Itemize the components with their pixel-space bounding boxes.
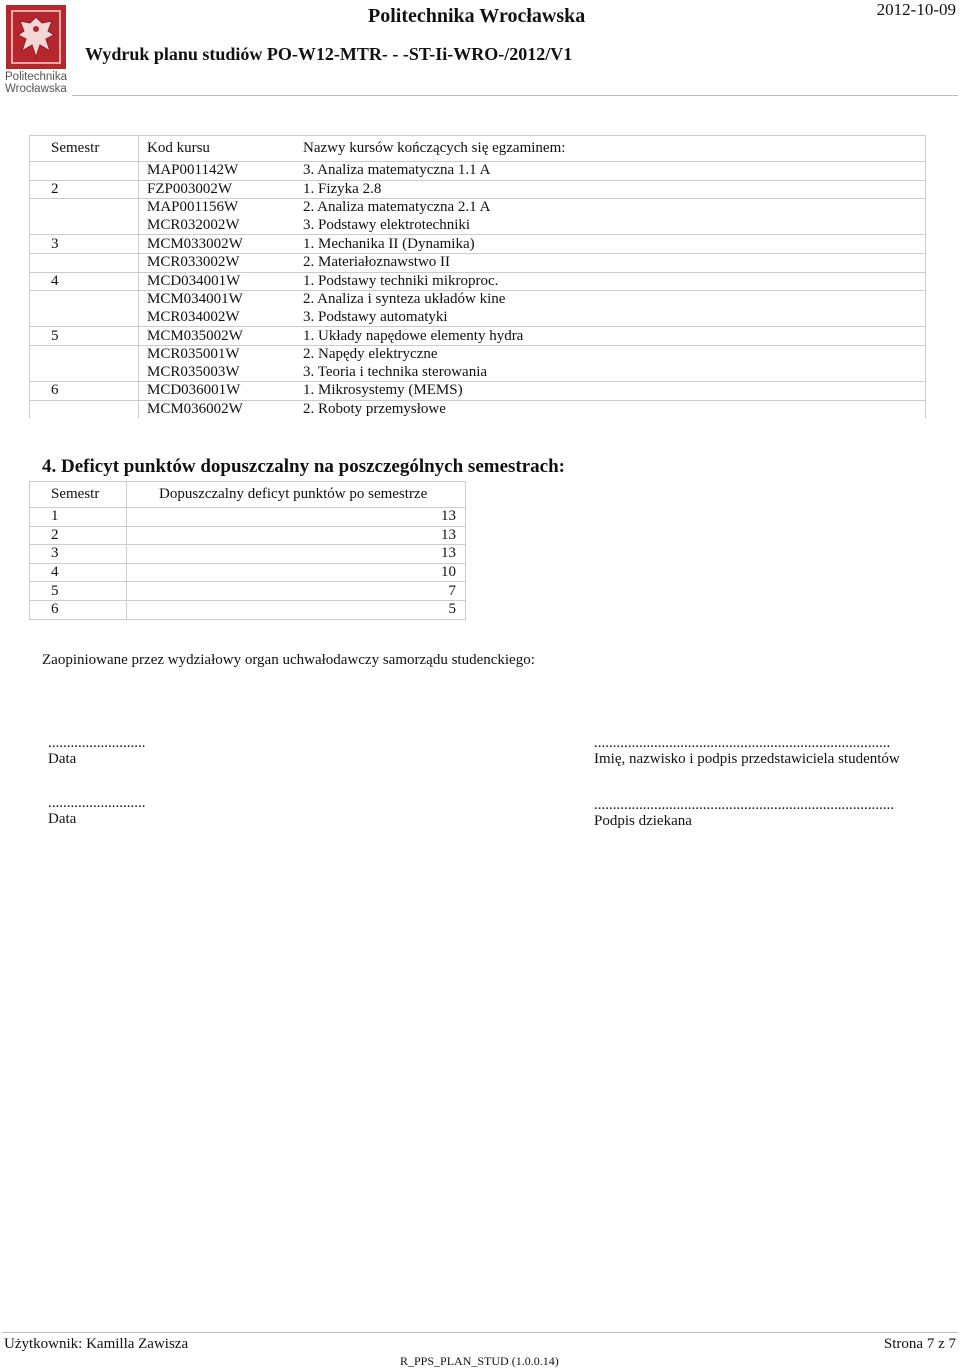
university-logo [5,5,67,95]
eagle-shield-icon [6,5,66,69]
table-row [30,364,926,382]
cell-course-name: 3. Analiza matematyczna 1.1 A [295,162,926,181]
document-title: Wydruk planu studiów PO-W12-MTR- - -ST-Ii-WRO-/2012/V1 [85,44,573,64]
cell-course-name: 3. Teoria i technika sterowania [295,364,926,382]
university-name: Politechnika Wrocławska [368,5,586,27]
cell-semester: 3 [30,235,139,254]
cell-course-code: MCR033002W [139,253,296,272]
signature-dean [594,797,894,829]
table-row [30,600,466,619]
cell-course-name: 2. Analiza i synteza układów kine [295,291,926,309]
cell-course-name: 2. Napędy elektryczne [295,345,926,363]
table-row [30,217,926,235]
footer-page-number: Strona 7 z 7 [883,1336,956,1352]
cell-semester [30,291,139,309]
opinion-statement: Zaopiniowane przez wydziałowy organ uchwałodawczy samorządu studenckiego: [42,652,535,668]
cell-course-name: 3. Podstawy elektrotechniki [295,217,926,235]
table-row [30,327,926,346]
signature-dots: .......................... [48,795,146,811]
cell-course-name: 1. Mikrosystemy (MEMS) [295,382,926,401]
cell-course-name: 1. Układy napędowe elementy hydra [295,327,926,346]
cell-semester [30,253,139,272]
table-row [30,199,926,217]
table-row [30,526,466,545]
cell-course-code: FZP003002W [139,180,296,199]
cell-course-code: MCM036002W [139,400,296,418]
cell-deficit-value: 5 [127,600,466,619]
table-row [30,545,466,564]
header-divider [72,95,958,96]
table-header-row [30,482,466,508]
cell-semester: 6 [30,382,139,401]
cell-semester [30,217,139,235]
cell-deficit-value: 7 [127,582,466,601]
cell-semester: 2 [30,526,127,545]
cell-course-name: 1. Podstawy techniki mikroproc. [295,272,926,291]
cell-course-code: MCR032002W [139,217,296,235]
column-header-course-names: Nazwy kursów kończących się egzaminem: [295,136,926,162]
cell-deficit-value: 10 [127,563,466,582]
signature-label-student-rep: Imię, nazwisko i podpis przedstawiciela studentów [594,751,900,767]
deficit-table [29,481,466,620]
cell-semester [30,345,139,363]
print-date: 2012-10-09 [876,0,956,19]
cell-semester: 2 [30,180,139,199]
exam-courses-table [29,135,926,418]
table-row [30,253,926,272]
cell-course-code: MAP001142W [139,162,296,181]
cell-semester [30,199,139,217]
footer-divider [2,1332,958,1333]
signature-dots: .......................... [48,735,146,751]
cell-semester: 3 [30,545,127,564]
table-header-row [30,136,926,162]
cell-semester [30,400,139,418]
exam-table-body [30,162,926,419]
table-row [30,162,926,181]
cell-course-name: 1. Fizyka 2.8 [295,180,926,199]
signature-label-dean: Podpis dziekana [594,813,692,829]
cell-course-name: 2. Materiałoznawstwo II [295,253,926,272]
signature-label-date: Data [48,811,77,827]
table-row [30,582,466,601]
cell-course-code: MCR035003W [139,364,296,382]
signature-dots: ............................................................................... [594,735,891,751]
cell-semester: 1 [30,508,127,527]
cell-semester: 6 [30,600,127,619]
column-header-deficit: Dopuszczalny deficyt punktów po semestrze [127,482,466,508]
signature-date-1 [48,735,146,767]
signature-label-date: Data [48,751,77,767]
signature-dots: ................................................................................ [594,797,894,813]
table-row [30,400,926,418]
cell-course-code: MCM034001W [139,291,296,309]
cell-course-name: 2. Roboty przemysłowe [295,400,926,418]
table-row [30,272,926,291]
cell-semester: 5 [30,327,139,346]
logo-text [5,71,75,95]
cell-semester: 4 [30,272,139,291]
cell-semester [30,364,139,382]
column-header-course-code: Kod kursu [139,136,296,162]
cell-deficit-value: 13 [127,508,466,527]
footer-report-code: R_PPS_PLAN_STUD (1.0.0.14) [400,1354,559,1368]
cell-course-code: MCR035001W [139,345,296,363]
cell-semester [30,162,139,181]
table-row [30,382,926,401]
deficit-table-body [30,508,466,620]
signature-student-rep [594,735,900,767]
cell-semester: 5 [30,582,127,601]
section-heading-deficit: 4. Deficyt punktów dopuszczalny na poszczególnych semestrach: [42,456,566,477]
table-row [30,563,466,582]
footer-user: Użytkownik: Kamilla Zawisza [4,1336,189,1352]
table-row [30,291,926,309]
cell-course-name: 3. Podstawy automatyki [295,309,926,327]
cell-course-code: MCR034002W [139,309,296,327]
cell-course-code: MCM033002W [139,235,296,254]
table-row [30,508,466,527]
cell-course-code: MCD034001W [139,272,296,291]
signature-date-2 [48,795,146,827]
table-row [30,309,926,327]
column-header-semester: Semestr [30,482,127,508]
table-row [30,345,926,363]
cell-course-code: MCM035002W [139,327,296,346]
column-header-semester: Semestr [30,136,139,162]
cell-course-name: 2. Analiza matematyczna 2.1 A [295,199,926,217]
cell-course-name: 1. Mechanika II (Dynamika) [295,235,926,254]
cell-deficit-value: 13 [127,526,466,545]
cell-semester [30,309,139,327]
cell-deficit-value: 13 [127,545,466,564]
table-row [30,235,926,254]
table-row [30,180,926,199]
cell-course-code: MCD036001W [139,382,296,401]
cell-course-code: MAP001156W [139,199,296,217]
logo-text-line2: Wrocławska [5,83,67,95]
cell-semester: 4 [30,563,127,582]
logo-text-line1: Politechnika [5,71,68,83]
